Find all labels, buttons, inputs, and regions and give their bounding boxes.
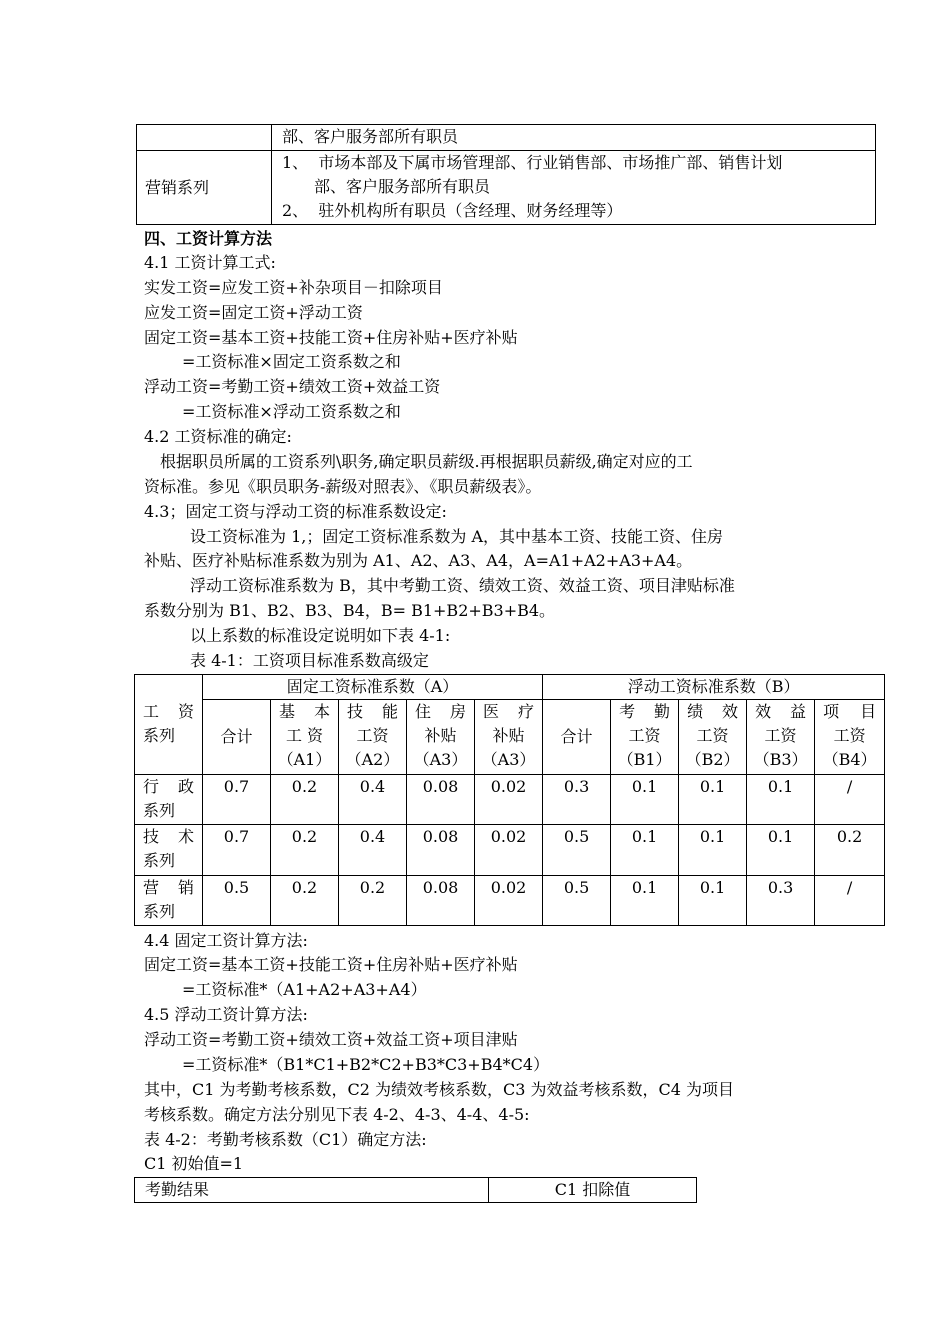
value-cell: 0.5 xyxy=(203,876,271,926)
row-label-text: 系列 xyxy=(143,851,176,870)
value-cell: 0.1 xyxy=(747,825,815,876)
value-cell: 0.7 xyxy=(203,825,271,876)
header-text: （A2） xyxy=(345,750,400,769)
header-char: 医 xyxy=(483,702,500,721)
col-header-total xyxy=(543,700,611,775)
subsection-title: 4.3；固定工资与浮动工资的标准系数设定: xyxy=(144,502,447,521)
header-text: 合计 xyxy=(560,727,593,746)
value-cell: 0.1 xyxy=(611,775,679,825)
table-row xyxy=(135,775,885,825)
row-label-char: 行 xyxy=(143,777,160,796)
paragraph-line: 设工资标准为 1,；固定工资标准系数为 A，其中基本工资、技能工资、住房 xyxy=(190,527,723,546)
value-cell: 0.3 xyxy=(543,775,611,825)
header-char: 住 xyxy=(415,702,432,721)
row-label-char: 营 xyxy=(143,878,160,897)
header-text: C1 扣除值 xyxy=(554,1180,631,1199)
formula-line: 浮动工资=考勤工资+绩效工资+效益工资+项目津贴 xyxy=(144,1030,518,1049)
paragraph-line: C1 初始值=1 xyxy=(144,1154,244,1173)
section-heading: 四、工资计算方法 xyxy=(144,229,273,248)
formula-line: =工资标准*（B1*C1+B2*C2+B3*C3+B4*C4） xyxy=(182,1055,550,1074)
value-cell: 0.2 xyxy=(339,876,407,926)
list-text: 部、客户服务部所有职员 xyxy=(314,177,491,196)
col-header xyxy=(339,700,407,775)
rowhead-char: 资 xyxy=(177,702,194,721)
row-label-char: 技 xyxy=(143,827,160,846)
header-char: 疗 xyxy=(518,702,535,721)
value-cell: 0.08 xyxy=(407,876,475,926)
value-cell: 0.1 xyxy=(611,825,679,876)
header-char: 技 xyxy=(347,702,364,721)
header-text: （B4） xyxy=(822,750,877,769)
rowhead-text: 系列 xyxy=(143,726,176,745)
paragraph-line: 系数分别为 B1、B2、B3、B4，B= B1+B2+B3+B4。 xyxy=(144,601,556,620)
paragraph-line: 以上系数的标准设定说明如下表 4-1: xyxy=(190,626,451,645)
paragraph-line: 根据职员所属的工资系列\职务,确定职员薪级.再根据职员薪级,确定对应的工 xyxy=(160,452,693,471)
header-text: 工 资 xyxy=(285,726,324,745)
col-header xyxy=(271,700,339,775)
table-row xyxy=(135,825,885,876)
row-label-char: 销 xyxy=(177,878,194,897)
header-text: （A3） xyxy=(481,750,536,769)
header-char: 基 xyxy=(279,702,296,721)
col-header xyxy=(611,700,679,775)
value-cell: / xyxy=(815,876,885,926)
paragraph-line: 浮动工资标准系数为 B，其中考勤工资、绩效工资、效益工资、项目津贴标准 xyxy=(190,576,735,595)
header-char: 考 xyxy=(619,702,636,721)
formula-line: 固定工资=基本工资+技能工资+住房补贴+医疗补贴 xyxy=(144,328,518,347)
col-header xyxy=(407,700,475,775)
header-text: （A1） xyxy=(277,750,332,769)
header-text: 工资 xyxy=(833,726,866,745)
formula-line: 实发工资=应发工资+补杂项目－扣除项目 xyxy=(144,278,443,297)
value-cell: 0.4 xyxy=(339,825,407,876)
value-cell: 0.02 xyxy=(475,775,543,825)
col-header xyxy=(679,700,747,775)
header-char: 益 xyxy=(790,702,807,721)
value-cell: 0.1 xyxy=(679,876,747,926)
value-cell: 0.2 xyxy=(271,775,339,825)
header-text: 工资 xyxy=(356,726,389,745)
paragraph-line: 补贴、医疗补贴标准系数为别为 A1、A2、A3、A4，A=A1+A2+A3+A4。 xyxy=(144,551,693,570)
value-cell: 0.2 xyxy=(815,825,885,876)
header-char: 效 xyxy=(722,702,739,721)
value-cell: 0.4 xyxy=(339,775,407,825)
row-label xyxy=(135,876,203,926)
header-char: 本 xyxy=(313,702,330,721)
formula-line: =工资标准×浮动工资系数之和 xyxy=(182,402,401,421)
formula-line: 浮动工资=考勤工资+绩效工资+效益工资 xyxy=(144,377,441,396)
employee-category-table xyxy=(136,124,876,225)
header-char: 房 xyxy=(449,702,466,721)
header-text: 工资 xyxy=(764,726,797,745)
value-cell: 0.1 xyxy=(679,825,747,876)
category-label-marketing xyxy=(137,151,272,225)
header-text: 固定工资标准系数（A） xyxy=(286,677,459,696)
header-text: （B1） xyxy=(617,750,672,769)
table-caption: 表 4-2：考勤考核系数（C1）确定方法: xyxy=(144,1130,427,1149)
value-cell: 0.2 xyxy=(271,825,339,876)
col-header xyxy=(475,700,543,775)
header-text: （B2） xyxy=(685,750,740,769)
list-text: 驻外机构所有职员（含经理、财务经理等） xyxy=(318,201,623,220)
value-cell: 0.7 xyxy=(203,775,271,825)
row-label xyxy=(135,825,203,876)
value-cell: 0.1 xyxy=(611,876,679,926)
col-header xyxy=(747,700,815,775)
category-desc-cont xyxy=(272,125,876,151)
subsection-title: 4.1 工资计算工式: xyxy=(144,253,276,272)
table-caption: 表 4-1：工资项目标准系数高级定 xyxy=(190,651,429,670)
salary-coefficient-table xyxy=(134,674,885,926)
formula-line: 应发工资=固定工资+浮动工资 xyxy=(144,303,363,322)
row-label-char: 术 xyxy=(177,827,194,846)
row-label-text: 系列 xyxy=(143,902,176,921)
value-cell: 0.5 xyxy=(543,876,611,926)
category-desc-marketing xyxy=(272,151,876,225)
header-text: （B3） xyxy=(753,750,808,769)
header-text: 工资 xyxy=(696,726,729,745)
value-cell: 0.02 xyxy=(475,876,543,926)
table-row xyxy=(135,1178,697,1203)
header-text: 浮动工资标准系数（B） xyxy=(627,677,800,696)
row-label xyxy=(135,775,203,825)
formula-line: =工资标准*（A1+A2+A3+A4） xyxy=(182,980,427,999)
table-rowhead xyxy=(135,675,203,775)
table-row xyxy=(135,876,885,926)
paragraph-line: 考核系数。确定方法分别见下表 4-2、4-3、4-4、4-5: xyxy=(144,1105,530,1124)
header-text: 补贴 xyxy=(492,726,525,745)
float-coefficient-header xyxy=(543,675,885,700)
fixed-coefficient-header xyxy=(203,675,543,700)
row-label-char: 政 xyxy=(177,777,194,796)
header-char: 勤 xyxy=(654,702,671,721)
col-header xyxy=(815,700,885,775)
value-cell: 0.08 xyxy=(407,775,475,825)
header-char: 能 xyxy=(381,702,398,721)
subsection-title: 4.5 浮动工资计算方法: xyxy=(144,1005,308,1024)
value-cell: 0.08 xyxy=(407,825,475,876)
attendance-coefficient-table xyxy=(134,1177,697,1203)
subsection-title: 4.4 固定工资计算方法: xyxy=(144,931,308,950)
header-text: 补贴 xyxy=(424,726,457,745)
col-header xyxy=(489,1178,697,1203)
value-cell: 0.02 xyxy=(475,825,543,876)
header-text: （A3） xyxy=(413,750,468,769)
value-cell: 0.5 xyxy=(543,825,611,876)
header-char: 效 xyxy=(755,702,772,721)
rowhead-char: 工 xyxy=(143,702,160,721)
header-text: 合计 xyxy=(220,727,253,746)
header-text: 工资 xyxy=(628,726,661,745)
list-item xyxy=(282,199,875,223)
header-char: 项 xyxy=(823,702,840,721)
header-text: 考勤结果 xyxy=(145,1180,210,1199)
list-item-cont xyxy=(282,175,875,199)
list-text: 市场本部及下属市场管理部、行业销售部、市场推广部、销售计划 xyxy=(318,153,783,172)
col-header-total xyxy=(203,700,271,775)
subsection-title: 4.2 工资标准的确定: xyxy=(144,427,292,446)
category-label-text: 营销系列 xyxy=(145,177,210,197)
list-number: 2、 xyxy=(282,201,309,220)
col-header xyxy=(135,1178,489,1203)
value-cell: 0.1 xyxy=(679,775,747,825)
category-cell-empty xyxy=(137,125,272,151)
header-char: 目 xyxy=(860,702,877,721)
paragraph-line: 资标准。参见《职员职务-薪级对照表》、《职员薪级表》。 xyxy=(144,477,542,496)
list-item xyxy=(282,151,875,175)
value-cell: 0.2 xyxy=(271,876,339,926)
paragraph-line: 其中，C1 为考勤考核系数，C2 为绩效考核系数，C3 为效益考核系数，C4 为项目 xyxy=(144,1080,735,1099)
formula-line: 固定工资=基本工资+技能工资+住房补贴+医疗补贴 xyxy=(144,955,518,974)
value-cell: 0.1 xyxy=(747,775,815,825)
header-char: 绩 xyxy=(687,702,704,721)
value-cell: / xyxy=(815,775,885,825)
value-cell: 0.3 xyxy=(747,876,815,926)
category-desc-text: 部、客户服务部所有职员 xyxy=(282,127,459,146)
list-number: 1、 xyxy=(282,153,309,172)
row-label-text: 系列 xyxy=(143,801,176,820)
formula-line: =工资标准×固定工资系数之和 xyxy=(182,352,401,371)
